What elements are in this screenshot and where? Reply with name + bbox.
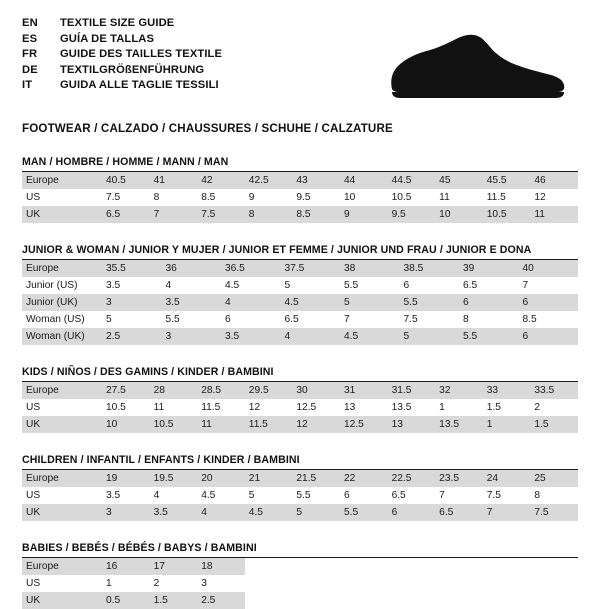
cell: 9 <box>340 206 388 223</box>
cell: 12 <box>534 192 546 203</box>
cell: 3 <box>102 504 150 521</box>
cell: 21.5 <box>292 470 340 487</box>
cell: 45 <box>435 172 483 189</box>
document-header <box>22 16 578 108</box>
row-label: UK <box>22 504 102 521</box>
row-label: Woman (US) <box>26 314 85 325</box>
cell: 8 <box>463 314 469 325</box>
cell: 7 <box>522 280 529 291</box>
cell: 1 <box>106 578 112 589</box>
cell: 12 <box>292 416 340 433</box>
cell: 6 <box>519 328 579 345</box>
cell: 4.5 <box>225 280 240 291</box>
row-label: Europe <box>22 382 102 399</box>
cell: 2 <box>153 578 160 589</box>
row-label: UK <box>22 592 102 609</box>
table-row <box>22 277 578 294</box>
cell: 6 <box>388 504 436 521</box>
row-label: US <box>26 192 41 203</box>
cell: 4 <box>153 490 160 501</box>
cell: 42.5 <box>245 172 293 189</box>
row-label: Europe <box>22 470 102 487</box>
cell: 7 <box>150 206 198 223</box>
size-table-children <box>22 470 578 521</box>
cell: 4 <box>281 328 341 345</box>
row-label: Woman (UK) <box>22 328 102 345</box>
cell: 8.5 <box>522 314 537 325</box>
cell: 6.5 <box>435 504 483 521</box>
cell: 3.5 <box>162 294 222 311</box>
cell: 4.5 <box>245 504 293 521</box>
cell: 11 <box>439 192 450 203</box>
cell: 11.5 <box>486 192 506 203</box>
size-table-junior-woman <box>22 260 578 345</box>
table-row <box>22 294 578 311</box>
cell: 1 <box>483 416 531 433</box>
size-group-man <box>22 156 578 223</box>
cell: 10.5 <box>391 192 412 203</box>
cell: 16 <box>102 558 150 575</box>
group-title: BABIES / BEBÉS / BÉBÉS / BABYS / BAMBINI <box>22 542 578 558</box>
cell: 7.5 <box>403 314 418 325</box>
cell: 5.5 <box>344 280 359 291</box>
table-row <box>22 399 578 416</box>
cell: 5 <box>284 280 291 291</box>
cell: 33 <box>483 382 531 399</box>
cell: 40.5 <box>102 172 150 189</box>
table-row <box>22 206 578 223</box>
size-group-kids <box>22 366 578 433</box>
cell: 6 <box>343 490 350 501</box>
cell: 36.5 <box>221 260 281 277</box>
cell: 6.5 <box>284 314 299 325</box>
cell <box>530 558 578 575</box>
cell: 33.5 <box>530 382 578 399</box>
row-label: UK <box>22 206 102 223</box>
group-title: KIDS / NIÑOS / DES GAMINS / KINDER / BAMBINI <box>22 366 578 382</box>
cell: 5 <box>400 328 460 345</box>
cell: 10.5 <box>483 206 531 223</box>
cell: 19.5 <box>150 470 198 487</box>
cell: 32 <box>435 382 483 399</box>
row-label: Junior (UK) <box>22 294 102 311</box>
cell: 10.5 <box>106 402 126 413</box>
cell: 44.5 <box>388 172 436 189</box>
cell <box>530 592 578 609</box>
table-row <box>22 328 578 345</box>
cell: 5 <box>106 314 112 325</box>
language-code: EN <box>22 17 38 29</box>
cell: 3 <box>162 328 222 345</box>
cell: 8.5 <box>201 192 216 203</box>
cell: 8 <box>153 192 160 203</box>
cell: 13 <box>343 402 356 413</box>
cell: 7 <box>439 490 445 501</box>
cell: 30 <box>292 382 340 399</box>
cell: 12.5 <box>296 402 317 413</box>
group-title: JUNIOR & WOMAN / JUNIOR Y MUJER / JUNIOR ET FEMME / JUNIOR UND FRAU / JUNIOR E DONA <box>22 244 578 260</box>
cell <box>340 575 388 592</box>
cell: 9.5 <box>388 206 436 223</box>
cell: 31.5 <box>388 382 436 399</box>
row-label: Europe <box>22 558 102 575</box>
cell: 17 <box>150 558 198 575</box>
cell: 5.5 <box>296 490 311 501</box>
cell: 21 <box>245 470 293 487</box>
cell: 43 <box>292 172 340 189</box>
cell: 20 <box>197 470 245 487</box>
cell: 18 <box>197 558 245 575</box>
row-label: US <box>26 402 41 413</box>
cell: 2.5 <box>197 592 245 609</box>
cell <box>340 558 388 575</box>
cell: 10.5 <box>150 416 198 433</box>
table-row <box>22 592 578 609</box>
cell: 11.5 <box>201 402 221 413</box>
cell <box>245 592 293 609</box>
cell <box>435 575 483 592</box>
cell: 29.5 <box>245 382 293 399</box>
cell: 8 <box>534 490 541 501</box>
cell: 25 <box>530 470 578 487</box>
cell: 37.5 <box>281 260 341 277</box>
cell: 38 <box>340 260 400 277</box>
cell: 7.5 <box>197 206 245 223</box>
cell: 6 <box>403 280 410 291</box>
cell: 45.5 <box>483 172 531 189</box>
cell: 2 <box>534 402 541 413</box>
table-row <box>22 575 578 592</box>
cell <box>435 592 483 609</box>
cell: 39 <box>459 260 519 277</box>
cell: 13 <box>388 416 436 433</box>
dress-shoe-icon <box>378 32 568 104</box>
cell: 35.5 <box>102 260 162 277</box>
cell: 12 <box>248 402 261 413</box>
table-row <box>22 558 578 575</box>
language-title: TEXTILE SIZE GUIDE <box>60 17 175 29</box>
cell: 3.5 <box>106 490 121 501</box>
language-code: IT <box>22 79 33 91</box>
group-title: CHILDREN / INFANTIL / ENFANTS / KINDER / BAMBINI <box>22 454 578 470</box>
cell: 22 <box>340 470 388 487</box>
cell <box>388 575 436 592</box>
table-row <box>22 416 578 433</box>
row-label: Europe <box>22 172 102 189</box>
row-label: Europe <box>22 260 102 277</box>
cell: 3.5 <box>150 504 198 521</box>
language-title: GUÍA DE TALLAS <box>60 32 155 45</box>
cell: 8 <box>245 206 293 223</box>
cell <box>530 575 578 592</box>
size-table-kids <box>22 382 578 433</box>
row-label: US <box>26 490 41 501</box>
cell: 1.5 <box>486 402 501 413</box>
row-label: UK <box>22 416 102 433</box>
cell: 5.5 <box>459 328 519 345</box>
cell: 9.5 <box>296 192 311 203</box>
cell: 5 <box>248 490 255 501</box>
cell: 41 <box>150 172 198 189</box>
cell: 44 <box>340 172 388 189</box>
table-row <box>22 470 578 487</box>
cell <box>483 575 531 592</box>
language-code: ES <box>22 32 38 45</box>
cell: 23.5 <box>435 470 483 487</box>
language-title: TEXTILGRÖßENFÜHRUNG <box>60 63 205 76</box>
language-title: GUIDA ALLE TAGLIE TESSILI <box>60 79 219 91</box>
cell: 28 <box>150 382 198 399</box>
language-row <box>22 16 578 32</box>
cell: 8.5 <box>292 206 340 223</box>
cell: 3 <box>201 578 207 589</box>
cell <box>292 575 340 592</box>
cell: 42 <box>197 172 245 189</box>
cell: 31 <box>340 382 388 399</box>
cell: 4 <box>197 504 245 521</box>
size-table-man <box>22 172 578 223</box>
cell: 6.5 <box>391 490 406 501</box>
cell: 38.5 <box>400 260 460 277</box>
cell: 5.5 <box>400 294 460 311</box>
size-group-junior-woman <box>22 244 578 345</box>
language-code: DE <box>22 63 38 76</box>
cell: 3 <box>102 294 162 311</box>
cell: 11 <box>530 206 578 223</box>
table-row <box>22 189 578 206</box>
row-label: US <box>26 578 41 589</box>
cell: 7.5 <box>530 504 578 521</box>
cell: 10 <box>435 206 483 223</box>
table-row <box>22 487 578 504</box>
cell: 5.5 <box>165 314 180 325</box>
table-row <box>22 172 578 189</box>
cell: 2.5 <box>102 328 162 345</box>
cell: 10 <box>343 192 356 203</box>
cell: 4 <box>221 294 281 311</box>
cell <box>435 558 483 575</box>
cell: 5 <box>340 294 400 311</box>
cell <box>245 558 293 575</box>
cell: 4.5 <box>340 328 400 345</box>
cell: 46 <box>530 172 578 189</box>
table-row <box>22 311 578 328</box>
cell: 13.5 <box>435 416 483 433</box>
cell <box>483 558 531 575</box>
cell: 12.5 <box>340 416 388 433</box>
cell: 6.5 <box>463 280 478 291</box>
cell: 3.5 <box>106 280 121 291</box>
cell: 5 <box>292 504 340 521</box>
cell: 11.5 <box>245 416 293 433</box>
cell <box>245 575 293 592</box>
size-table-babies <box>22 558 578 609</box>
cell <box>388 592 436 609</box>
section-title-footwear: FOOTWEAR / CALZADO / CHAUSSURES / SCHUHE / CALZATURE <box>22 122 393 135</box>
row-label: Junior (US) <box>26 280 78 291</box>
cell: 27.5 <box>102 382 150 399</box>
table-row <box>22 504 578 521</box>
cell: 1 <box>439 402 445 413</box>
cell: 3.5 <box>221 328 281 345</box>
cell: 24 <box>483 470 531 487</box>
cell: 7 <box>344 314 350 325</box>
cell: 22.5 <box>388 470 436 487</box>
cell: 7.5 <box>106 192 121 203</box>
cell: 1.5 <box>530 416 578 433</box>
cell: 7 <box>483 504 531 521</box>
cell: 10 <box>102 416 150 433</box>
language-code: FR <box>22 48 38 60</box>
size-group-children <box>22 454 578 521</box>
cell: 4 <box>165 280 172 291</box>
table-row <box>22 382 578 399</box>
cell: 28.5 <box>197 382 245 399</box>
cell: 7.5 <box>486 490 501 501</box>
table-row <box>22 260 578 277</box>
cell: 36 <box>162 260 222 277</box>
cell: 40 <box>519 260 579 277</box>
cell <box>340 592 388 609</box>
cell: 13.5 <box>391 402 412 413</box>
cell <box>388 558 436 575</box>
cell: 6 <box>225 314 231 325</box>
cell <box>292 558 340 575</box>
cell: 4.5 <box>281 294 341 311</box>
cell: 11 <box>197 416 245 433</box>
cell: 19 <box>102 470 150 487</box>
cell: 6.5 <box>102 206 150 223</box>
cell: 0.5 <box>102 592 150 609</box>
cell: 1.5 <box>150 592 198 609</box>
size-group-babies <box>22 542 578 609</box>
cell: 5.5 <box>340 504 388 521</box>
cell: 6 <box>519 294 579 311</box>
language-title: GUIDE DES TAILLES TEXTILE <box>60 48 223 60</box>
cell <box>483 592 531 609</box>
cell: 6 <box>459 294 519 311</box>
cell: 9 <box>248 192 255 203</box>
cell <box>292 592 340 609</box>
cell: 4.5 <box>201 490 216 501</box>
cell: 11 <box>153 402 165 413</box>
group-title: MAN / HOMBRE / HOMME / MANN / MAN <box>22 156 578 172</box>
